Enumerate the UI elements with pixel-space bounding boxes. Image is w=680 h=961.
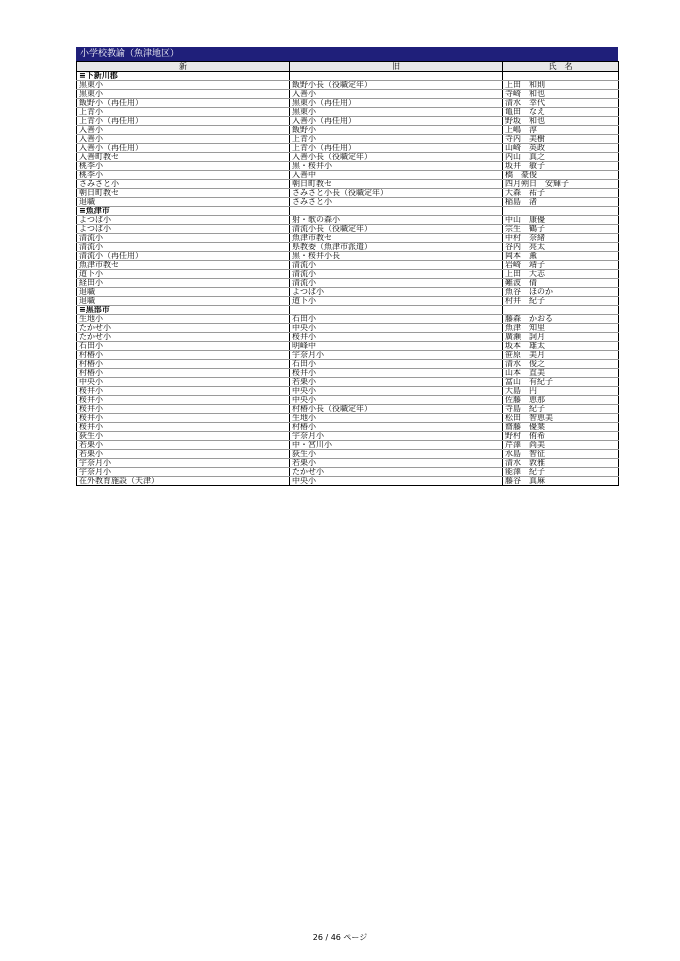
- person-name-cell: 富山 有紀子: [503, 378, 619, 387]
- person-name-cell: 松田 智恵美: [503, 414, 619, 423]
- person-name-cell: 中村 奈緒: [503, 234, 619, 243]
- old-school-cell: 上青小（再任用）: [290, 144, 503, 153]
- old-school-cell: 入善小（再任用）: [290, 117, 503, 126]
- table-row: [77, 234, 619, 243]
- old-school-cell: 道下小: [290, 297, 503, 306]
- new-school-cell: 入善町教セ: [77, 153, 290, 162]
- person-name-cell: 稲島 渚: [503, 198, 619, 207]
- new-school-cell: たかせ小: [77, 324, 290, 333]
- new-school-cell: 清流小: [77, 243, 290, 252]
- new-school-cell: 桜井小: [77, 423, 290, 432]
- person-name-cell: 上嶋 淳: [503, 126, 619, 135]
- person-name-cell: 宗生 鶴子: [503, 225, 619, 234]
- table-row: [77, 90, 619, 99]
- table-row: [77, 108, 619, 117]
- person-name-cell: 寺島 紀子: [503, 405, 619, 414]
- person-name-cell: 内山 真之: [503, 153, 619, 162]
- person-name-cell: 上田 和則: [503, 81, 619, 90]
- new-school-cell: 黒東小: [77, 81, 290, 90]
- table-row: [77, 198, 619, 207]
- new-school-cell: 退職: [77, 297, 290, 306]
- new-school-cell: 宇奈月小: [77, 468, 290, 477]
- new-school-cell: 村椿小: [77, 351, 290, 360]
- table-row: [77, 414, 619, 423]
- table-row: [77, 288, 619, 297]
- old-school-cell: 中央小: [290, 477, 503, 486]
- person-name-cell: 山崎 英政: [503, 144, 619, 153]
- table-row: [77, 477, 619, 486]
- person-name-cell: 野坂 和也: [503, 117, 619, 126]
- person-name-cell: 齋藤 優葉: [503, 423, 619, 432]
- old-school-cell: 中央小: [290, 396, 503, 405]
- person-name-cell: 藤谷 真麻: [503, 477, 619, 486]
- old-school-cell: 入善中: [290, 171, 503, 180]
- new-school-cell: 荻生小: [77, 432, 290, 441]
- section-row: [77, 72, 619, 81]
- empty-cell: [503, 306, 619, 315]
- person-name-cell: 村井 紀子: [503, 297, 619, 306]
- empty-cell: [503, 72, 619, 81]
- table-row: [77, 225, 619, 234]
- old-school-cell: 明峰中: [290, 342, 503, 351]
- header-old: 旧: [290, 62, 503, 72]
- page-number: 26 / 46 ページ: [312, 933, 368, 942]
- person-name-cell: 清水 幸代: [503, 99, 619, 108]
- new-school-cell: 生地小: [77, 315, 290, 324]
- table-row: [77, 135, 619, 144]
- old-school-cell: よつば小: [290, 288, 503, 297]
- old-school-cell: 黒東小: [290, 108, 503, 117]
- person-name-cell: 清水 俊之: [503, 360, 619, 369]
- person-name-cell: 能澤 紀子: [503, 468, 619, 477]
- old-school-cell: 石田小: [290, 315, 503, 324]
- new-school-cell: 黒東小: [77, 90, 290, 99]
- table-row: [77, 378, 619, 387]
- old-school-cell: 若栗小: [290, 459, 503, 468]
- old-school-cell: 桜井小: [290, 333, 503, 342]
- person-name-cell: 佐藤 恵那: [503, 396, 619, 405]
- table-row: [77, 261, 619, 270]
- old-school-cell: 入善小: [290, 90, 503, 99]
- old-school-cell: 桜井小: [290, 369, 503, 378]
- old-school-cell: 村椿小: [290, 423, 503, 432]
- header-name: 氏 名: [503, 62, 619, 72]
- table-row: [77, 153, 619, 162]
- table-row: [77, 423, 619, 432]
- old-school-cell: 中央小: [290, 387, 503, 396]
- table-row: [77, 243, 619, 252]
- table-row: [77, 216, 619, 225]
- table-row: [77, 450, 619, 459]
- table-row: [77, 342, 619, 351]
- table-row: [77, 81, 619, 90]
- table-row: [77, 126, 619, 135]
- old-school-cell: 入善小長（役職定年）: [290, 153, 503, 162]
- table-body: [77, 72, 619, 486]
- old-school-cell: 村椿小長（役職定年）: [290, 405, 503, 414]
- new-school-cell: 入善小（再任用）: [77, 144, 290, 153]
- new-school-cell: 中央小: [77, 378, 290, 387]
- old-school-cell: 魚津市教セ: [290, 234, 503, 243]
- table-row: [77, 387, 619, 396]
- table-row: [77, 270, 619, 279]
- person-name-cell: 笹原 美月: [503, 351, 619, 360]
- new-school-cell: 若栗小: [77, 450, 290, 459]
- new-school-cell: 道下小: [77, 270, 290, 279]
- person-name-cell: 魚谷 ほのか: [503, 288, 619, 297]
- table-row: [77, 297, 619, 306]
- new-school-cell: 入善小: [77, 135, 290, 144]
- new-school-cell: 桜井小: [77, 405, 290, 414]
- person-name-cell: 山本 直美: [503, 369, 619, 378]
- person-name-cell: 亀田 なえ: [503, 108, 619, 117]
- sheet-title: 小学校教諭（魚津地区）: [76, 47, 618, 61]
- person-name-cell: 岩崎 靖子: [503, 261, 619, 270]
- table-row: [77, 396, 619, 405]
- old-school-cell: 宇奈月小: [290, 351, 503, 360]
- new-school-cell: 清流小（再任用）: [77, 252, 290, 261]
- empty-cell: [290, 207, 503, 216]
- section-label: ≡魚津市: [77, 207, 290, 216]
- new-school-cell: よつば小: [77, 216, 290, 225]
- table-row: [77, 333, 619, 342]
- old-school-cell: 射・歌の森小: [290, 216, 503, 225]
- person-name-cell: 中山 康優: [503, 216, 619, 225]
- new-school-cell: 魚津市教セ: [77, 261, 290, 270]
- new-school-cell: 宇奈月小: [77, 459, 290, 468]
- table-row: [77, 405, 619, 414]
- person-name-cell: 魚津 知里: [503, 324, 619, 333]
- table-row: [77, 441, 619, 450]
- old-school-cell: 朝日町教セ: [290, 180, 503, 189]
- old-school-cell: たかせ小: [290, 468, 503, 477]
- table-row: [77, 459, 619, 468]
- new-school-cell: さみさと小: [77, 180, 290, 189]
- new-school-cell: 経田小: [77, 279, 290, 288]
- old-school-cell: 上青小: [290, 135, 503, 144]
- empty-cell: [503, 207, 619, 216]
- table-row: [77, 351, 619, 360]
- header-row: [77, 62, 619, 72]
- person-name-cell: 藤森 かおる: [503, 315, 619, 324]
- new-school-cell: 桜井小: [77, 396, 290, 405]
- personnel-table: [76, 61, 619, 486]
- table-row: [77, 180, 619, 189]
- new-school-cell: 上青小（再任用）: [77, 117, 290, 126]
- new-school-cell: 在外教育施設（天津）: [77, 477, 290, 486]
- old-school-cell: 清流小長（役職定年）: [290, 225, 503, 234]
- person-name-cell: 大森 祐子: [503, 189, 619, 198]
- person-name-cell: 坂井 敏子: [503, 162, 619, 171]
- person-name-cell: 上田 大志: [503, 270, 619, 279]
- old-school-cell: 清流小: [290, 279, 503, 288]
- empty-cell: [290, 72, 503, 81]
- table-row: [77, 252, 619, 261]
- table-row: [77, 279, 619, 288]
- new-school-cell: 桃李小: [77, 171, 290, 180]
- new-school-cell: 朝日町教セ: [77, 189, 290, 198]
- old-school-cell: 飯野小: [290, 126, 503, 135]
- new-school-cell: 桜井小: [77, 387, 290, 396]
- old-school-cell: さみさと小長（役職定年）: [290, 189, 503, 198]
- empty-cell: [290, 306, 503, 315]
- old-school-cell: 黒東小（再任用）: [290, 99, 503, 108]
- old-school-cell: 生地小: [290, 414, 503, 423]
- new-school-cell: よつば小: [77, 225, 290, 234]
- table-row: [77, 324, 619, 333]
- header-new: 新: [77, 62, 290, 72]
- table-row: [77, 144, 619, 153]
- section-row: [77, 306, 619, 315]
- person-name-cell: 寺崎 和也: [503, 90, 619, 99]
- person-name-cell: 岡本 薫: [503, 252, 619, 261]
- table-row: [77, 369, 619, 378]
- new-school-cell: 清流小: [77, 234, 290, 243]
- section-label: ≡黒部市: [77, 306, 290, 315]
- old-school-cell: 中・宮川小: [290, 441, 503, 450]
- new-school-cell: 上青小: [77, 108, 290, 117]
- person-name-cell: 橋 豪俊: [503, 171, 619, 180]
- new-school-cell: 入善小: [77, 126, 290, 135]
- old-school-cell: 中央小: [290, 324, 503, 333]
- new-school-cell: 退職: [77, 288, 290, 297]
- table-row: [77, 432, 619, 441]
- person-name-cell: 廣瀬 詞月: [503, 333, 619, 342]
- person-name-cell: 寺内 美樹: [503, 135, 619, 144]
- new-school-cell: 桃李小: [77, 162, 290, 171]
- old-school-cell: 荻生小: [290, 450, 503, 459]
- table-row: [77, 171, 619, 180]
- table-row: [77, 99, 619, 108]
- new-school-cell: 村椿小: [77, 360, 290, 369]
- person-name-cell: 坂本 雄太: [503, 342, 619, 351]
- person-name-cell: 芹澤 尚美: [503, 441, 619, 450]
- old-school-cell: 宇奈月小: [290, 432, 503, 441]
- new-school-cell: 桜井小: [77, 414, 290, 423]
- person-name-cell: 水島 智征: [503, 450, 619, 459]
- new-school-cell: 退職: [77, 198, 290, 207]
- old-school-cell: 清流小: [290, 270, 503, 279]
- old-school-cell: 飯野小長（役職定年）: [290, 81, 503, 90]
- person-name-cell: 谷内 亮太: [503, 243, 619, 252]
- old-school-cell: 清流小: [290, 261, 503, 270]
- table-row: [77, 162, 619, 171]
- section-label: ≡下新川郡: [77, 72, 290, 81]
- personnel-sheet: [76, 47, 618, 486]
- table-row: [77, 360, 619, 369]
- new-school-cell: 若栗小: [77, 441, 290, 450]
- person-name-cell: 野村 侑希: [503, 432, 619, 441]
- old-school-cell: 黒・桜井小長: [290, 252, 503, 261]
- person-name-cell: 清水 敦雅: [503, 459, 619, 468]
- old-school-cell: 若栗小: [290, 378, 503, 387]
- old-school-cell: 黒・桜井小: [290, 162, 503, 171]
- table-row: [77, 117, 619, 126]
- table-row: [77, 315, 619, 324]
- old-school-cell: 石田小: [290, 360, 503, 369]
- old-school-cell: さみさと小: [290, 198, 503, 207]
- old-school-cell: 県教委（魚津市派遣）: [290, 243, 503, 252]
- person-name-cell: 難波 倩: [503, 279, 619, 288]
- new-school-cell: 飯野小（再任用）: [77, 99, 290, 108]
- person-name-cell: 大島 円: [503, 387, 619, 396]
- new-school-cell: 村椿小: [77, 369, 290, 378]
- new-school-cell: たかせ小: [77, 333, 290, 342]
- table-row: [77, 189, 619, 198]
- new-school-cell: 石田小: [77, 342, 290, 351]
- table-row: [77, 468, 619, 477]
- section-row: [77, 207, 619, 216]
- person-name-cell: 四月朔日 安輝子: [503, 180, 619, 189]
